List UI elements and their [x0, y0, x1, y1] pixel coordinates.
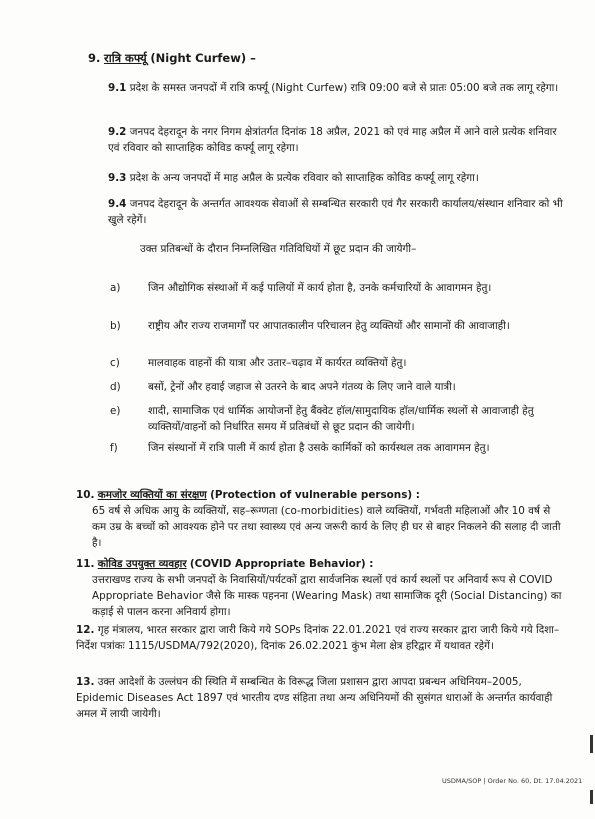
- exemption-text: जिन औद्योगिक संस्थाओं में कई पालियों में कार्य होता है, उनके कर्मचारियों के आवागमन हेतु।: [148, 282, 492, 294]
- clause-9-4: [108, 196, 566, 228]
- exemption-text: शादी, सामाजिक एवं धार्मिक आयोजनों हेतु बैंक्वेट हॉल/सामुदायिक हॉल/धार्मिक स्थलों से आवाजाही हेतु व्यक्तियों/वाहनों को निर्धारित समय में प्रतिबंधों से छूट प्रदान की जायेगी।: [148, 405, 534, 433]
- exemptions-intro: उक्त प्रतिबन्धों के दौरान निम्नलिखित गतिविधियों में छूट प्रदान की जायेगी–: [140, 243, 417, 255]
- section-9-number: 9.: [88, 51, 101, 65]
- clause-number: 9.1: [108, 82, 127, 94]
- clause-9-3: [108, 170, 566, 186]
- section-10-title: कमजोर व्यक्तियों का संरक्षण: [97, 489, 207, 501]
- section-10-title-en: (Protection of vulnerable persons) :: [210, 489, 420, 501]
- exemption-text: बसों, ट्रेनों और हवाई जहाज से उतरने के बाद अपने गंतव्य के लिए जाने वाले यात्री।: [148, 381, 456, 393]
- section-9-title-en: (Night Curfew) –: [150, 51, 256, 65]
- exemption-label: e): [110, 405, 121, 417]
- clause-text: जनपद देहरादून के नगर निगम क्षेत्रांतर्गत दिनांक 18 अप्रैल, 2021 को एवं माह अप्रैल में आने वाले प्रत्येक शनिवार एवं रविवार को साप्ताहिक कोविड कर्फ्यू लागू रहेगा।: [108, 126, 557, 154]
- section-10-body: 65 वर्ष से अधिक आयु के व्यक्तियों, सह–रूग्णता (co-morbidities) वाले व्यक्तियों, गर्भवती महिलाओं और 10 वर्ष से कम उम्र के बच्चों को आवश्यक होने पर तथा स्वास्थ्य एवं अन्य जरूरी कार्य के लिए ही घर से बाहर निकलने की सलाह दी जाती है।: [92, 505, 561, 549]
- exemption-text: मालवाहक वाहनों की यात्रा और उतार–चढ़ाव में कार्यरत व्यक्तियों हेतु।: [148, 357, 407, 369]
- section-13-body: उक्त आदेशों के उल्लंघन की स्थिति में सम्बन्धित के विरूद्ध जिला प्रशासन द्वारा आपदा प्रबन्धन अधिनियम–2005, Epidemic Diseases Act 1897 एवं भारतीय दण्ड संहिता तथा अन्य अधिनियमों की सुसंगत धाराओं के अन्तर्गत कार्यवाही अमल में लायी जायेगी।: [76, 676, 553, 720]
- clause-text: प्रदेश के अन्य जनपदों में माह अप्रैल के प्रत्येक रविवार को साप्ताहिक कोविड कर्फ्यू लागू रहेगा।: [129, 172, 479, 184]
- section-11-title-en: (COVID Appropriate Behavior) :: [189, 558, 374, 570]
- section-11-heading: [76, 556, 571, 572]
- section-11-title: कोविड उपयुक्त व्यवहार: [97, 558, 187, 570]
- section-9-heading: [88, 50, 256, 66]
- exemption-label: f): [110, 442, 118, 454]
- section-12-body: गृह मंत्रालय, भारत सरकार द्वारा जारी किये गये SOPs दिनांक 22.01.2021 एवं राज्य सरकार द्वारा जारी किये गये दिशा–निर्देश पत्रांकः 1115/USDMA/792(2020), दिनांक 26.02.2021 कुंभ मेला क्षेत्र हरिद्वार में यथावत रहेगें।: [76, 624, 560, 652]
- scan-edge-mark: [590, 735, 593, 753]
- exemption-label: b): [110, 320, 121, 332]
- clause-number: 9.2: [108, 126, 127, 138]
- section-11-body: उत्तराखण्ड राज्य के सभी जनपदों के निवासियों/पर्यटकों द्वारा सार्वजनिक स्थलों एवं कार्य स्थलों पर अनिवार्य रूप से COVID Appropriate Behavior जैसे कि मास्क पहनना (Wearing Mask) तथा सामाजिक दूरी (Social Distancing) का कड़ाई से पालन करना अनिवार्य होगा।: [92, 574, 562, 618]
- section-12: [76, 622, 571, 654]
- section-13-number: 13.: [76, 676, 95, 688]
- exemption-text: राष्ट्रीय और राज्य राजमार्गों पर आपातकालीन परिचालन हेतु व्यक्तियों और सामानों की आवाजाही।: [148, 320, 510, 332]
- section-9-title: रात्रि कर्फ्यू: [104, 51, 147, 65]
- page-footer: USDMA/SOP | Order No. 60, Dt. 17.04.2021: [442, 777, 583, 785]
- clause-number: 9.3: [108, 172, 127, 184]
- section-11-number: 11.: [76, 558, 95, 570]
- exemption-label: c): [110, 357, 120, 369]
- scan-edge-mark: [590, 790, 593, 804]
- section-10-heading: [76, 487, 571, 503]
- section-10-number: 10.: [76, 489, 95, 501]
- section-13: [76, 674, 571, 722]
- clause-number: 9.4: [108, 198, 127, 210]
- clause-text: प्रदेश के समस्त जनपदों में रात्रि कर्फ्यू (Night Curfew) रात्रि 09:00 बजे से प्रातः 05:00 बजे तक लागू रहेगा।: [129, 82, 559, 94]
- section-12-number: 12.: [76, 624, 95, 636]
- clause-9-1: [108, 80, 566, 96]
- clause-9-2: [108, 124, 566, 156]
- exemption-label: a): [110, 282, 121, 294]
- exemption-text: जिन संस्थानों में रात्रि पाली में कार्य होता है उसके कार्मिकों को कार्यस्थल तक आवागमन हेतु।: [148, 442, 490, 454]
- exemption-label: d): [110, 381, 121, 393]
- clause-text: जनपद देहरादून के अन्तर्गत आवश्यक सेवाओं से सम्बन्धित सरकारी एवं गैर सरकारी कार्यालय/संस्थान शनिवार को भी खुले रहेगें।: [108, 198, 563, 226]
